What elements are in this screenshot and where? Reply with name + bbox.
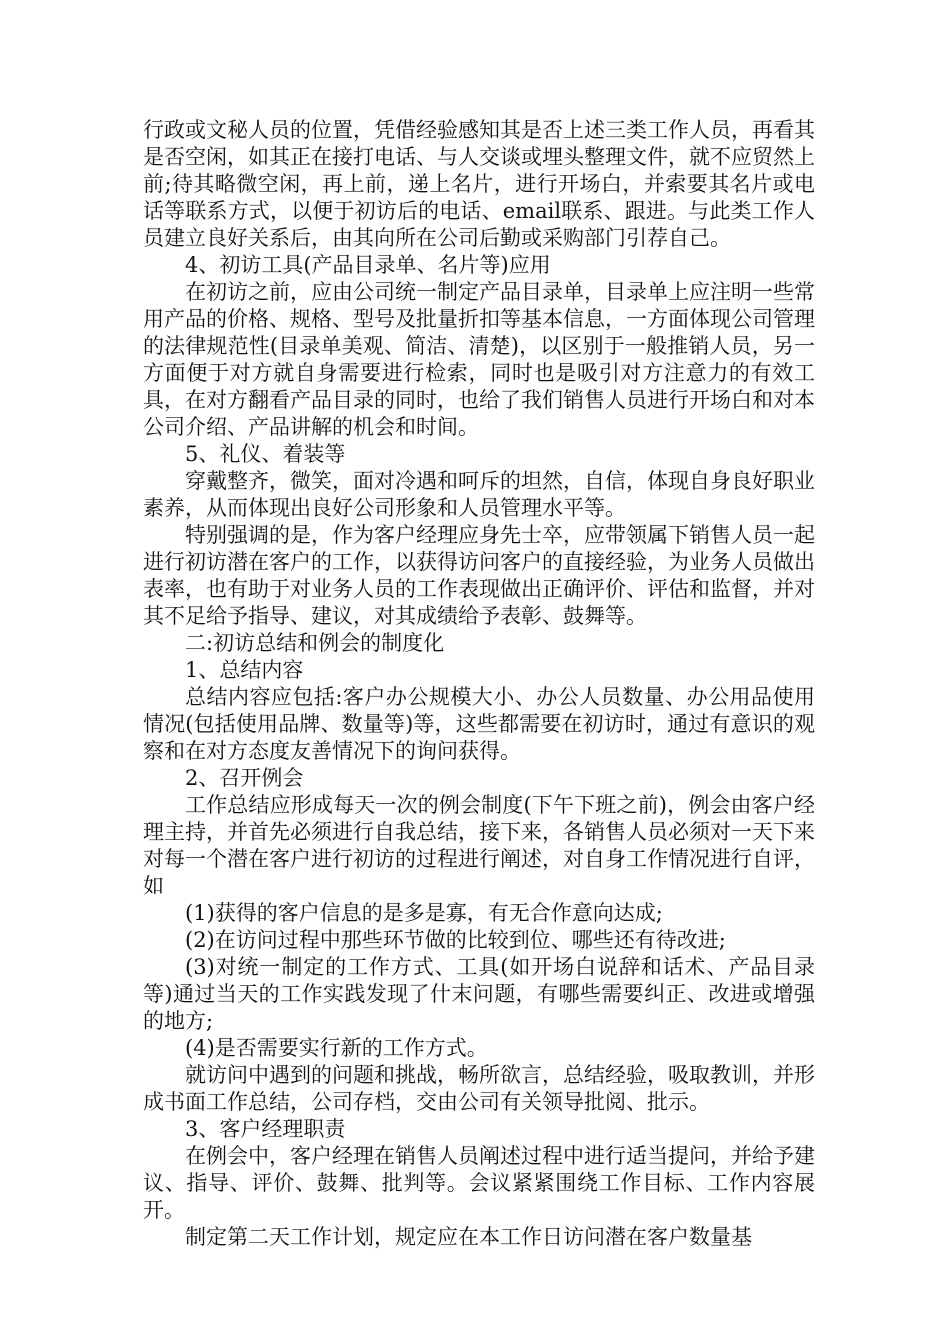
paragraph-attire: 穿戴整齐，微笑，面对冷遇和呵斥的坦然，自信，体现自身良好职业素养，从而体现出良好公司形象和人员管理水平等。	[143, 469, 815, 520]
heading-manager-duties: 3、客户经理职责	[185, 1117, 346, 1141]
paragraph-continuation: 行政或文秘人员的位置，凭借经验感知其是否上述三类工作人员，再看其是否空闲，如其正在接打电话、与人交谈或埋头整理文件，就不应贸然上前;待其略微空闲，再上前，递上名片，进行开场白，并索要其名片或电话等联系方式，以便于初访后的电话、email联系、跟进。与此类工作人员建立良好关系后，由其向所在公司后勤或采购部门引荐自己。	[143, 118, 815, 250]
heading-summary-content: 1、总结内容	[185, 658, 304, 682]
list-item-3: (3)对统一制定的工作方式、工具(如开场白说辞和话术、产品目录等)通过当天的工作实践发现了什末问题，有哪些需要纠正、改进或增强的地方;	[143, 955, 815, 1033]
paragraph-manager-duties: 在例会中，客户经理在销售人员阐述过程中进行适当提问，并给予建议、指导、评价、鼓舞、批判等。会议紧紧围绕工作目标、工作内容展开。	[143, 1144, 815, 1222]
paragraph-meeting-system: 工作总结应形成每天一次的例会制度(下午下班之前)，例会由客户经理主持，并首先必须进行自我总结，接下来，各销售人员必须对一天下来对每一个潜在客户进行初访的过程进行阐述，对自身工作情况进行自评，如	[143, 793, 815, 898]
paragraph-lessons: 就访问中遇到的问题和挑战，畅所欲言，总结经验，吸取教训，并形成书面工作总结，公司存档，交由公司有关领导批阅、批示。	[143, 1063, 815, 1114]
paragraph-product-catalog: 在初访之前，应由公司统一制定产品目录单，目录单上应注明一些常用产品的价格、规格、型号及批量折扣等基本信息，一方面体现公司管理的法律规范性(目录单美观、简洁、清楚)，以区别于一般推销人员，另一方面便于对方就自身需要进行检索，同时也是吸引对方注意力的有效工具，在对方翻看产品目录的同时，也给了我们销售人员进行开场白和对本公司介绍、产品讲解的机会和时间。	[143, 280, 815, 439]
list-item-4: (4)是否需要实行新的工作方式。	[185, 1036, 488, 1060]
paragraph-next-day-plan: 制定第二天工作计划，规定应在本工作日访问潜在客户数量基	[185, 1225, 752, 1249]
list-item-2: (2)在访问过程中那些环节做的比较到位、哪些还有待改进;	[185, 928, 726, 952]
document-page	[143, 117, 815, 1251]
list-item-1: (1)获得的客户信息的是多是寡，有无合作意向达成;	[185, 901, 663, 925]
heading-etiquette-attire: 5、礼仪、着装等	[185, 442, 346, 466]
heading-initial-visit-tools: 4、初访工具(产品目录单、名片等)应用	[185, 253, 551, 277]
paragraph-manager-lead: 特别强调的是，作为客户经理应身先士卒，应带领属下销售人员一起进行初访潜在客户的工作，以获得访问客户的直接经验，为业务人员做出表率，也有助于对业务人员的工作表现做出正确评价、评估和监督，并对其不足给予指导、建议，对其成绩给予表彰、鼓舞等。	[143, 523, 815, 628]
paragraph-summary-content: 总结内容应包括:客户办公规模大小、办公人员数量、办公用品使用情况(包括使用品牌、数量等)等，这些都需要在初访时，通过有意识的观察和在对方态度友善情况下的询问获得。	[143, 685, 815, 763]
heading-hold-meeting: 2、召开例会	[185, 766, 304, 790]
heading-section-two: 二:初访总结和例会的制度化	[185, 631, 445, 655]
